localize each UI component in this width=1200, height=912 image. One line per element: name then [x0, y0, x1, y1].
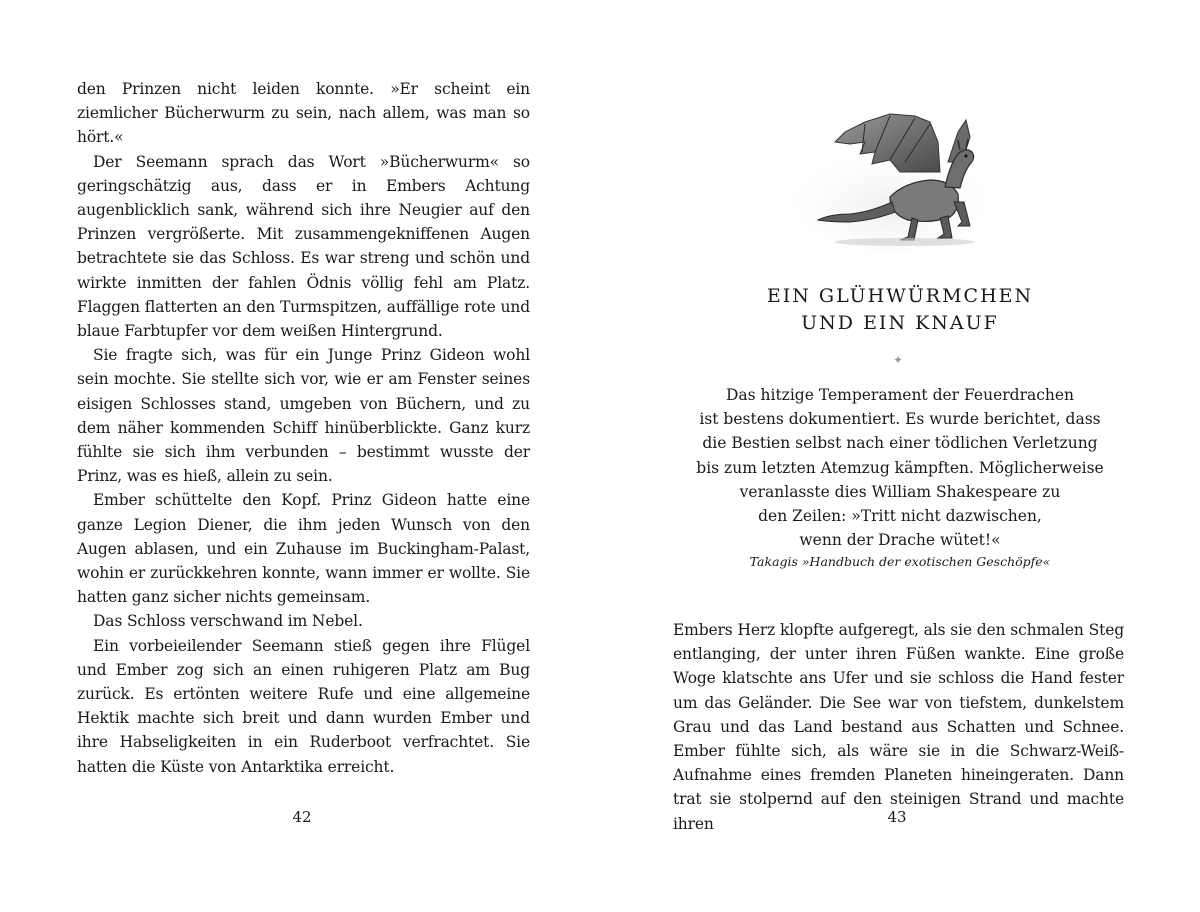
- epigraph-line: ist bestens dokumentiert. Es wurde berichtet, dass: [699, 410, 1101, 429]
- epigraph-line: Das hitzige Temperament der Feuerdrachen: [725, 386, 1075, 404]
- paragraph: Sie fragte sich, was für ein Junge Prinz Gideon wohl sein mochte. Sie stellte sich vor, wie er am Fenster seines eisigen Schlosses stand, umgeben von Büchern, und zu dem näher kommenden Schiff hinüberblickte. Ganz kurz fühlte sie sich ihm verbunden – bestimmt wusste der Prinz, was es hieß, allein zu sein.: [77, 346, 530, 486]
- paragraph: Ein vorbeieilender Seemann stieß gegen ihre Flügel und Ember zog sich an einen ruhigeren Platz am Bug zurück. Es ertönten weitere Rufe und eine allgemeine Hektik machte sich breit und dann wurden Ember und ihre Habseligkeiten in ein Ruderboot verfrachtet. Sie hatten die Küste von Antarktika erreicht.: [77, 636, 530, 776]
- right-page-text: [673, 618, 1124, 836]
- page-number: 43: [887, 808, 907, 826]
- dragon-illustration: [790, 102, 990, 252]
- chapter-title-line-1: EIN GLÜHWÜRMCHEN: [766, 285, 1034, 307]
- chapter-title: [690, 283, 1110, 337]
- chapter-title-line-2: UND EIN KNAUF: [801, 312, 999, 334]
- page-number: 42: [292, 808, 312, 826]
- epigraph-line: wenn der Drache wütet!«: [799, 531, 1001, 550]
- paragraph: Der Seemann sprach das Wort »Bücherwurm« so geringschätzig aus, dass er in Embers Achtung augenblicklich sank, während sich ihre Neugier auf den Prinzen vergrößerte. Mit zusammengekniffenen Augen betrachtete sie das Schloss. Es war streng und schön und wirkte inmitten der fahlen Ödnis völlig fehl am Platz. Flaggen flatterten an den Turmspitzen, auffällige rote und blaue Farbtupfer vor dem weißen Hintergrund.: [77, 152, 530, 341]
- paragraph: Embers Herz klopfte aufgeregt, als sie den schmalen Steg entlanging, der unter ihren Füßen wankte. Eine große Woge klatschte ans Ufer und sie schloss die Hand fester um das Geländer. Die See war von tiefstem, dunkelstem Grau und das Land bestand aus Schatten und Schnee. Ember fühlte sich, als wäre sie in die Schwarz-Weiß-Aufnahme eines fremden Planeten hineingeraten. Dann trat sie stolpernd auf den steinigen Strand und machte ihren: [673, 621, 1124, 833]
- ornament-icon: ✦: [892, 353, 904, 367]
- epigraph: [690, 383, 1110, 552]
- right-page: [600, 0, 1200, 912]
- paragraph: Das Schloss verschwand im Nebel.: [93, 612, 363, 631]
- epigraph-line: den Zeilen: »Tritt nicht dazwischen,: [758, 507, 1042, 526]
- left-page-text: [77, 77, 530, 779]
- epigraph-source: Takagis »Handbuch der exotischen Geschöpfe«: [749, 554, 1051, 569]
- paragraph: Ember schüttelte den Kopf. Prinz Gideon hatte eine ganze Legion Diener, die ihm jeden Wunsch von den Augen ablasen, und ein Zuhause im Buckingham-Palast, wohin er zurückkehren konnte, wann immer er wollte. Sie hatten ganz sicher nichts gemeinsam.: [77, 491, 530, 607]
- epigraph-line: veranlasste dies William Shakespeare zu: [739, 482, 1061, 501]
- epigraph-line: bis zum letzten Atemzug kämpften. Möglicherweise: [696, 458, 1104, 477]
- epigraph-line: die Bestien selbst nach einer tödlichen Verletzung: [702, 434, 1098, 453]
- paragraph: den Prinzen nicht leiden konnte. »Er scheint ein ziemlicher Bücherwurm zu sein, nach allem, was man so hört.«: [77, 80, 530, 147]
